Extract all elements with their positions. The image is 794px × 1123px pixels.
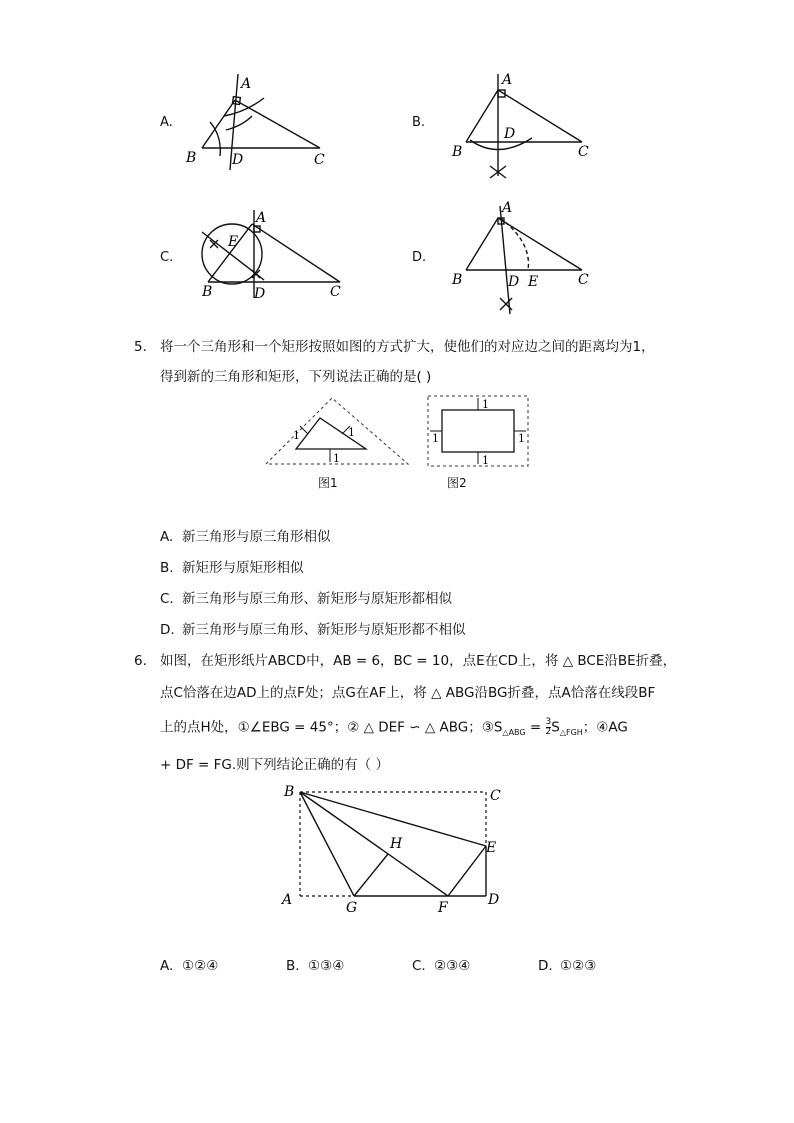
svg-text:F: F xyxy=(438,900,448,914)
svg-text:A: A xyxy=(241,76,252,92)
svg-text:C: C xyxy=(330,284,341,300)
q4-figure-b xyxy=(440,66,610,182)
fig2-caption: 图2 xyxy=(447,476,467,490)
svg-text:B: B xyxy=(186,150,197,166)
svg-text:B: B xyxy=(452,144,463,160)
question-number: 5. xyxy=(134,339,147,355)
svg-text:B: B xyxy=(202,284,213,300)
svg-text:D: D xyxy=(488,892,500,908)
question-number: 6. xyxy=(134,653,147,669)
question-text-line2: 得到新的三角形和矩形，下列说法正确的是( ) xyxy=(160,369,432,385)
svg-text:1: 1 xyxy=(482,398,489,411)
q5-figure-1 xyxy=(262,394,414,470)
svg-text:C: C xyxy=(578,272,589,288)
svg-text:C: C xyxy=(314,152,325,168)
option-letter: D. xyxy=(412,250,427,265)
question-text-line4: + DF = FG.则下列结论正确的有（ ） xyxy=(160,757,389,773)
question-text-line1: 如图，在矩形纸片ABCD中，AB = 6，BC = 10，点E在CD上，将 △ BCE沿BE折叠， xyxy=(160,653,677,669)
svg-text:B: B xyxy=(452,272,463,288)
svg-text:D: D xyxy=(254,286,266,302)
option-letter: B. xyxy=(412,115,426,130)
svg-text:A: A xyxy=(502,72,513,88)
svg-text:C: C xyxy=(578,144,589,160)
svg-text:1: 1 xyxy=(518,432,525,445)
svg-text:B: B xyxy=(284,784,295,800)
question-text-line1: 将一个三角形和一个矩形按照如图的方式扩大，使他们的对应边之间的距离均为1， xyxy=(160,339,655,355)
svg-text:D: D xyxy=(504,126,516,142)
svg-text:1: 1 xyxy=(293,429,300,442)
svg-text:E: E xyxy=(486,840,497,856)
svg-text:A: A xyxy=(256,210,267,226)
option-letter: C. xyxy=(160,250,174,265)
q4-figure-c xyxy=(190,204,360,308)
svg-text:A: A xyxy=(282,892,293,908)
svg-text:E: E xyxy=(528,274,539,290)
option-letter: A. xyxy=(160,115,173,130)
question-text-line2: 点C恰落在边AD上的点F处；点G在AF上，将 △ ABG沿BG折叠，点A恰落在线段BF xyxy=(160,685,656,701)
svg-text:1: 1 xyxy=(482,454,489,467)
q5-figure-2 xyxy=(424,394,532,470)
q6-figure xyxy=(276,780,512,914)
svg-text:D: D xyxy=(232,152,244,168)
question-text-line3: 上的点H处，①∠EBG = 45°；② △ DEF ∽ △ ABG；$③S_{\triangle ABG}$ = $\frac{3}{2}$ $S_{\triangle FGH}$；④AG xyxy=(160,717,628,738)
svg-text:1: 1 xyxy=(333,452,340,465)
svg-text:E: E xyxy=(228,234,239,250)
fig1-caption: 图1 xyxy=(318,476,338,490)
svg-text:A: A xyxy=(502,200,513,216)
svg-text:D: D xyxy=(508,274,520,290)
q4-figure-a xyxy=(180,66,340,176)
svg-text:1: 1 xyxy=(432,432,439,445)
svg-text:1: 1 xyxy=(348,426,355,439)
svg-text:G: G xyxy=(346,900,358,914)
svg-text:H: H xyxy=(390,836,403,852)
q4-figure-d xyxy=(440,196,610,324)
svg-text:C: C xyxy=(490,788,501,804)
